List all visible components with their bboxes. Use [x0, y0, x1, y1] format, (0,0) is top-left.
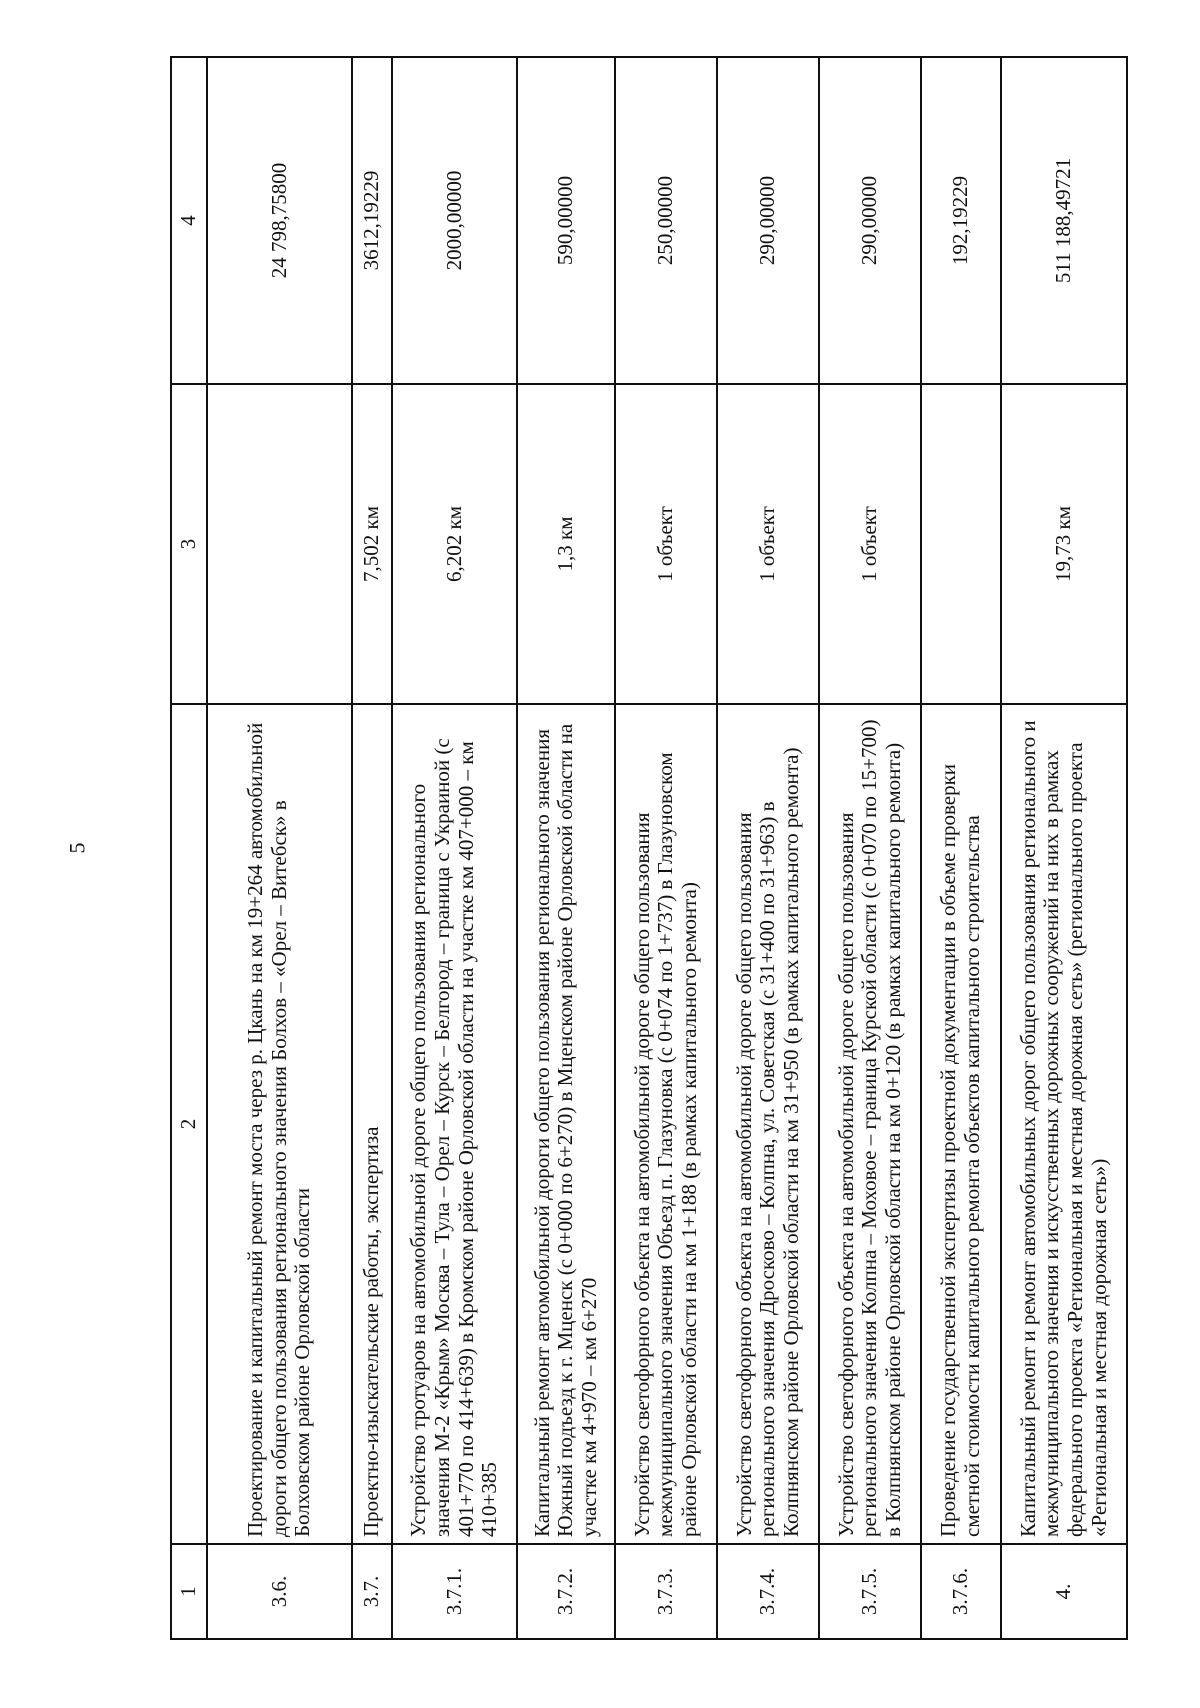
row-amount: 290,00000: [819, 57, 921, 384]
row-description: Устройство тротуаров на автомобильной дороге общего пользования регионального значения М-2 «Крым» Москва – Тула – Орел – Курск – Белгород – граница с Украиной (с 401+770 по 414+639) в Кромском районе Орловской области на участке км 407+000 – км 410+385: [392, 704, 517, 1544]
table-header-row: [171, 57, 207, 1639]
page-number: 5: [64, 842, 90, 854]
row-amount: 192,19229: [921, 57, 1001, 384]
row-description: Капитальный ремонт автомобильной дороги общего пользования регионального значения Южный подъезд к г. Мценск (с 0+000 по 6+270) в Мценском районе Орловской области на участке км 4+970 – км 6+270: [517, 704, 615, 1544]
table-row: [517, 57, 615, 1639]
row-number: 3.7.3.: [615, 1544, 717, 1639]
row-quantity: 6,202 км: [392, 384, 517, 704]
table-row: [717, 57, 819, 1639]
row-number: 4.: [1001, 1544, 1127, 1639]
row-number: 3.7.4.: [717, 1544, 819, 1639]
row-quantity: 1,3 км: [517, 384, 615, 704]
column-header-3: 3: [171, 384, 207, 704]
row-amount: 590,00000: [517, 57, 615, 384]
row-description: Проектирование и капитальный ремонт моста через р. Цкань на км 19+264 автомобильной дороги общего пользования регионального значения Болхов – «Орел – Витебск» в Болховском районе Орловской области: [207, 704, 352, 1544]
row-number: 3.7.: [352, 1544, 392, 1639]
table-row: [819, 57, 921, 1639]
row-amount: 24 798,75800: [207, 57, 352, 384]
column-header-4: 4: [171, 57, 207, 384]
row-number: 3.7.5.: [819, 1544, 921, 1639]
column-header-2: 2: [171, 704, 207, 1544]
row-description: Устройство светофорного объекта на автомобильной дороге общего пользования регионального значения Колпна – Моховое – граница Курской области (с 0+070 по 15+700) в Колпнянском районе Орловской области на км 0+120 (в рамках капитального ремонта): [819, 704, 921, 1544]
row-description: Проектно-изыскательские работы, экспертиза: [352, 704, 392, 1544]
row-number: 3.7.2.: [517, 1544, 615, 1639]
row-amount: 511 188,49721: [1001, 57, 1127, 384]
row-number: 3.7.1.: [392, 1544, 517, 1639]
rotated-table-container: [170, 58, 1120, 1640]
column-header-1: 1: [171, 1544, 207, 1639]
table-row: [1001, 57, 1127, 1639]
row-number: 3.7.6.: [921, 1544, 1001, 1639]
row-quantity: 7,502 км: [352, 384, 392, 704]
table-row: [207, 57, 352, 1639]
row-amount: 290,00000: [717, 57, 819, 384]
row-quantity: [207, 384, 352, 704]
table-row: [392, 57, 517, 1639]
row-quantity: 1 объект: [717, 384, 819, 704]
row-amount: 250,00000: [615, 57, 717, 384]
row-number: 3.6.: [207, 1544, 352, 1639]
row-quantity: [921, 384, 1001, 704]
row-description: Капитальный ремонт и ремонт автомобильных дорог общего пользования регионального и межмуниципального значения и искусственных дорожных сооружений на них в рамках федерального проекта «Региональная и местная дорожная сеть» (регионального проекта «Региональная и местная дорожная сеть»): [1001, 704, 1127, 1544]
row-quantity: 1 объект: [615, 384, 717, 704]
row-description: Проведение государственной экспертизы проектной документации в объеме проверки сметной стоимости капитального ремонта объектов капитального строительства: [921, 704, 1001, 1544]
row-description: Устройство светофорного объекта на автомобильной дороге общего пользования межмуниципального значения Объезд п. Глазуновка (с 0+074 по 1+737) в Глазуновском районе Орловской области на км 1+188 (в рамках капитального ремонта): [615, 704, 717, 1544]
row-description: Устройство светофорного объекта на автомобильной дороге общего пользования регионального значения Дросково – Колпна, ул. Советская (с 31+400 по 31+963) в Колпнянском районе Орловской области на км 31+950 (в рамках капитального ремонта): [717, 704, 819, 1544]
budget-table: [170, 56, 1128, 1640]
table-row: [615, 57, 717, 1639]
row-quantity: 19,73 км: [1001, 384, 1127, 704]
row-amount: 3612,19229: [352, 57, 392, 384]
table-row: [921, 57, 1001, 1639]
table-row: [352, 57, 392, 1639]
row-amount: 2000,00000: [392, 57, 517, 384]
row-quantity: 1 объект: [819, 384, 921, 704]
